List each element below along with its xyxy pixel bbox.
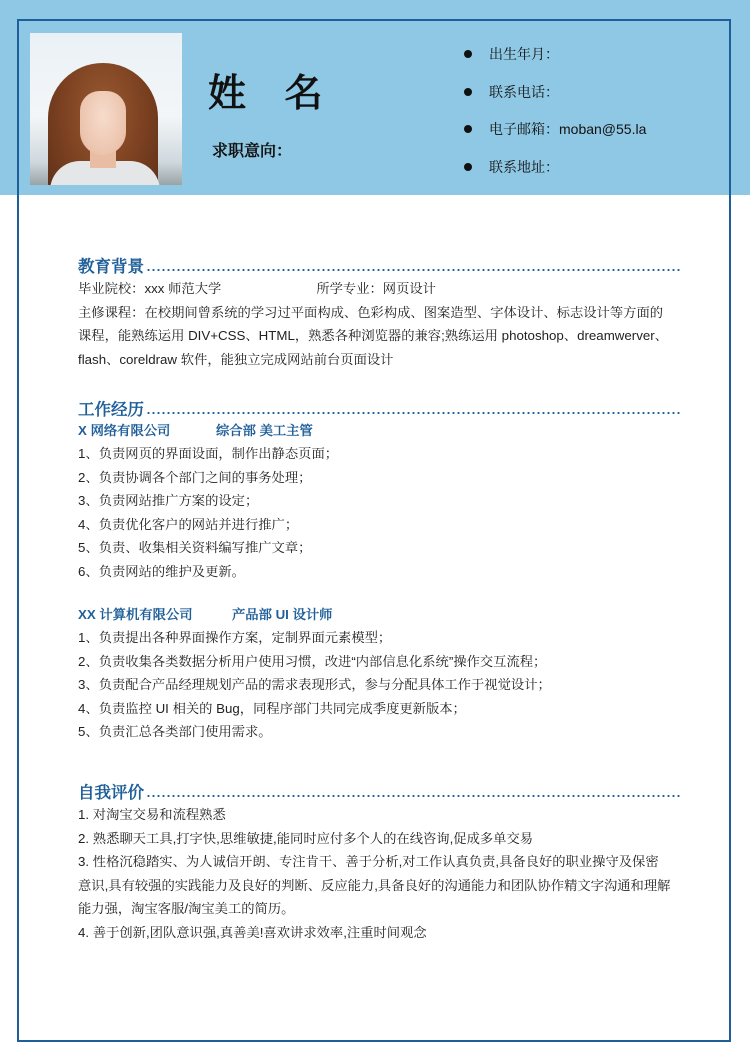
contact-label: 联系电话： (489, 83, 559, 100)
section-title-text: 教育背景 (78, 258, 144, 276)
job-header (78, 420, 682, 442)
section-title-text: 工作经历 (78, 401, 144, 419)
company-name: XX 计算机有限公司 (78, 607, 193, 622)
contact-email (464, 119, 646, 157)
dotted-divider (146, 412, 682, 414)
contact-list (464, 44, 646, 194)
self-eval-line: 2. 熟悉聊天工具,打字快,思维敏捷,能同时应付多个人的在线咨询,促成多单交易 (78, 830, 534, 846)
major-label: 所学专业： (316, 281, 383, 296)
duty-item: 1、负责提出各种界面操作方案，定制界面元素模型； (78, 630, 392, 645)
section-title (78, 779, 682, 803)
courses-line: flash、coreldraw 软件，能独立完成网站前台页面设计 (78, 351, 394, 367)
bullet-icon (464, 88, 472, 96)
section-title (78, 253, 682, 277)
contact-value: moban@55.la (559, 121, 647, 137)
section-work (78, 396, 682, 744)
contact-birthdate (464, 44, 646, 82)
duty-item: 5、负责汇总各类部门使用需求。 (78, 724, 272, 739)
school-label: 毕业院校： (78, 281, 145, 296)
photo-face (80, 91, 126, 155)
self-eval-line: 4. 善于创新,团队意识强,真善美!喜欢讲求效率,注重时间观念 (78, 924, 427, 940)
duty-item: 2、负责协调各个部门之间的事务处理； (78, 469, 312, 485)
duty-item: 4、负责优化客户的网站并进行推广； (78, 516, 299, 532)
job-header (78, 604, 682, 626)
contact-label: 电子邮箱： (489, 121, 559, 137)
self-eval-line: 意识,具有较强的实践能力及良好的判断、反应能力,具备良好的沟通能力和团队协作精文字沟通和理解 (78, 877, 671, 893)
duty-item: 3、负责配合产品经理规划产品的需求表现形式，参与分配具体工作于视觉设计； (78, 677, 551, 692)
duty-item: 6、负责网站的维护及更新。 (78, 563, 245, 579)
duty-item: 1、负责网页的界面设面，制作出静态页面； (78, 446, 339, 461)
bullet-icon (464, 125, 472, 133)
section-title (78, 396, 682, 420)
resume-name: 姓 名 (208, 73, 337, 115)
duty-item: 3、负责网站推广方案的设定； (78, 493, 259, 508)
bullet-icon (464, 163, 472, 171)
contact-label: 联系地址： (489, 158, 559, 175)
courses-line: 主修课程：在校期间曾系统的学习过平面构成、色彩构成、图案造型、字体设计、标志设计等方面的 (78, 304, 664, 320)
self-eval-line: 3. 性格沉稳踏实、为人诚信开朗、专注肯干、善于分析,对工作认真负责,具备良好的职业操守及保密 (78, 854, 659, 869)
bullet-icon (464, 50, 472, 58)
education-school-row (78, 277, 682, 301)
department-role: 综合部 美工主管 (216, 423, 313, 438)
section-title-text: 自我评价 (78, 784, 144, 802)
profile-photo (30, 33, 182, 185)
dotted-divider (146, 795, 682, 797)
department-role: 产品部 UI 设计师 (232, 607, 333, 622)
section-self-evaluation (78, 779, 682, 944)
self-eval-line: 能力强，淘宝客服/淘宝美工的简历。 (78, 901, 295, 916)
contact-address (464, 157, 646, 195)
school-value: xxx 师范大学 (144, 281, 222, 296)
contact-phone (464, 82, 646, 120)
section-education (78, 253, 682, 371)
duty-item: 4、负责监控 UI 相关的 Bug，同程序部门共同完成季度更新版本； (78, 700, 466, 716)
major-value: 网页设计 (382, 281, 436, 296)
duty-item: 2、负责收集各类数据分析用户使用习惯，改进“内部信息化系统”操作交互流程； (78, 653, 547, 669)
dotted-divider (146, 269, 682, 271)
job-intent-label: 求职意向： (212, 143, 293, 160)
company-name: X 网络有限公司 (78, 423, 171, 438)
duty-item: 5、负责、收集相关资料编写推广文章； (78, 540, 312, 555)
courses-line: 课程，能熟练运用 DIV+CSS、HTML，熟悉各种浏览器的兼容;熟练运用 photoshop、dreamwerver、 (78, 328, 668, 343)
self-eval-line: 1. 对淘宝交易和流程熟悉 (78, 807, 226, 822)
contact-label: 出生年月： (489, 46, 559, 62)
